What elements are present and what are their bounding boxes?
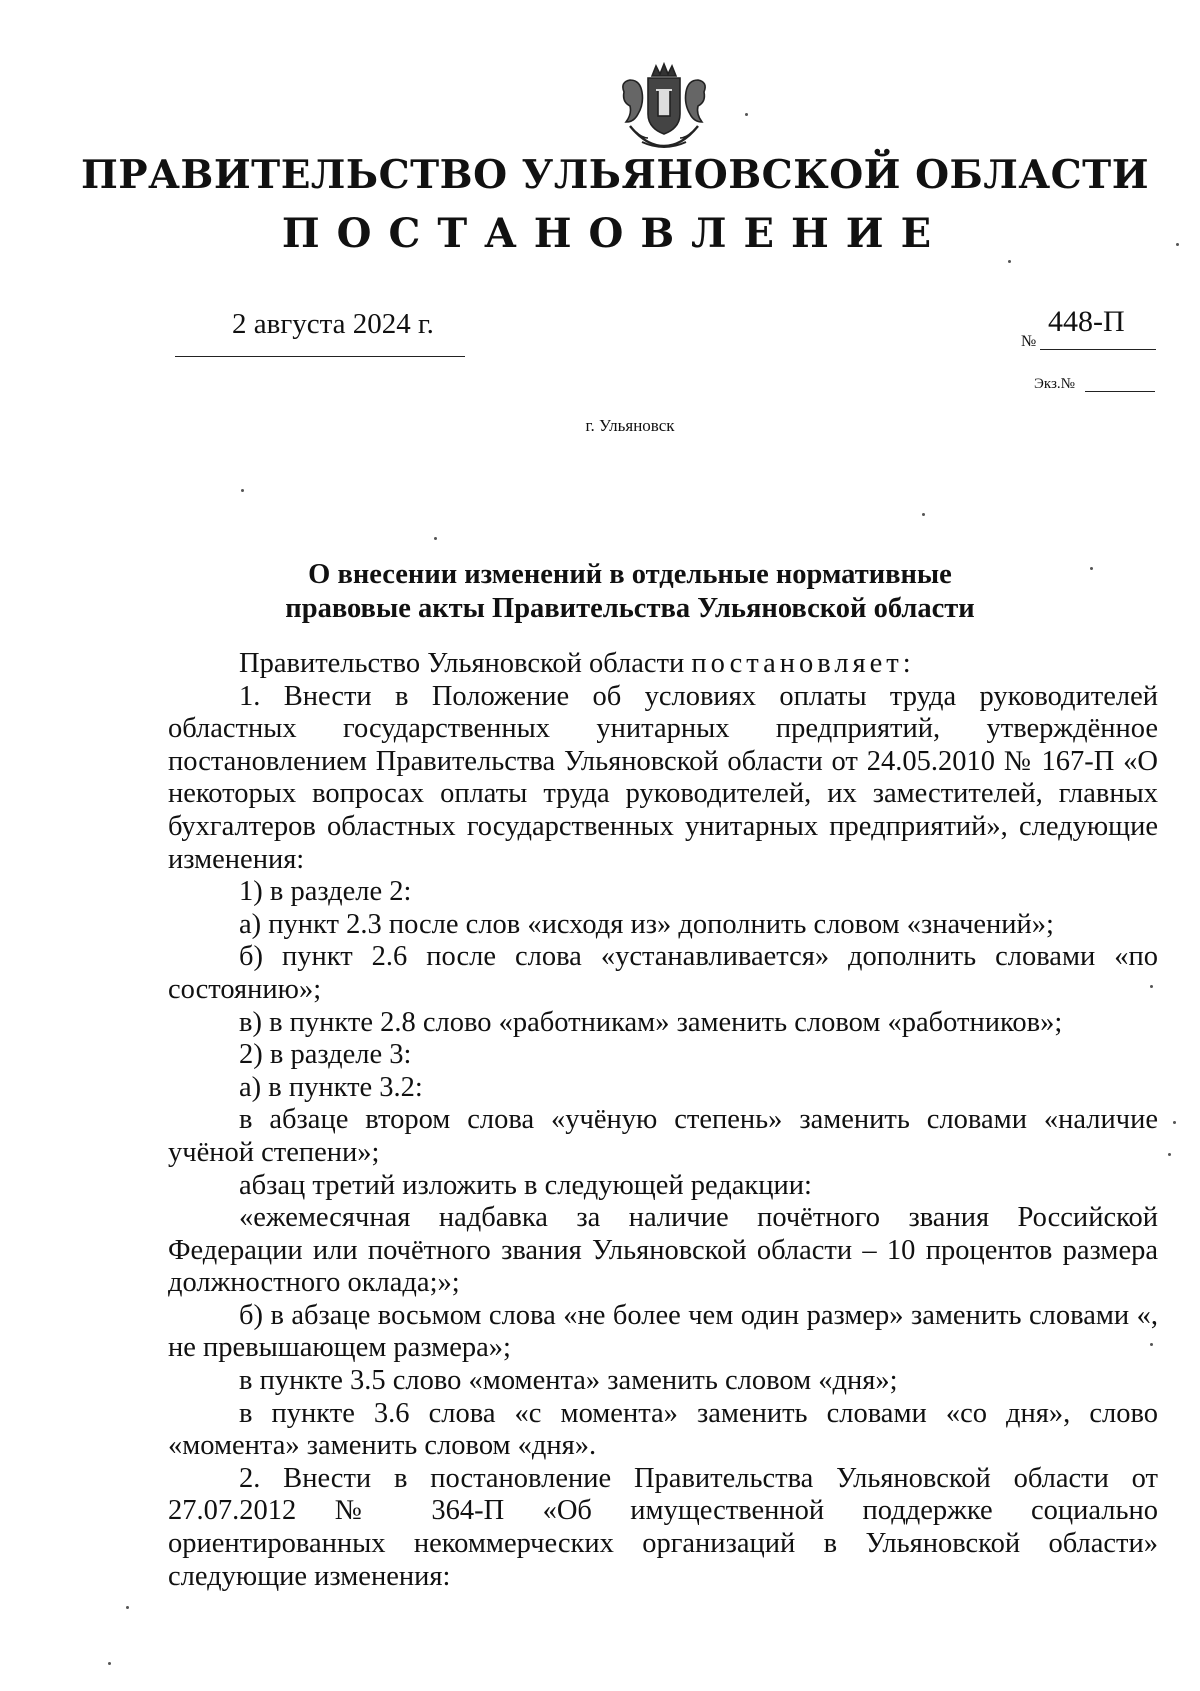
document-body (168, 648, 1158, 1593)
number-label: № (1021, 333, 1037, 350)
scan-speck (1008, 260, 1011, 263)
document-date: 2 августа 2024 г. (232, 308, 434, 340)
paragraph: 1. Внести в Положение об условиях оплаты труда руководителей областных государственных унитарных предприятий, утверждённое постановлением Правительства Ульяновской области от 24.05.2010 № 167-П «О некоторых вопросах оплаты труда руководителей, их заместителей, главных бухгалтеров областных государственных унитарных предприятий», следующие изменения: (168, 680, 1158, 875)
paragraph: б) в абзаце восьмом слова «не более чем один размер» заменить словами «, не превышающем размера»; (168, 1299, 1158, 1364)
paragraph: «ежемесячная надбавка за наличие почётного звания Российской Федерации или почётного звания Ульяновской области – 10 процентов размера должностного оклада;»; (168, 1202, 1158, 1299)
heading-line-2: правовые акты Правительства Ульяновской области (285, 593, 975, 624)
scan-speck (745, 113, 748, 116)
paragraph: в абзаце втором слова «учёную степень» заменить словами «наличие учёной степени»; (168, 1104, 1158, 1168)
document-type: ПОСТАНОВЛЕНИЕ (281, 210, 949, 257)
intro-paragraph (168, 648, 1158, 681)
paragraph: б) пункт 2.6 после слова «устанавливается» дополнить словами «по состоянию»; (168, 941, 1158, 1005)
government-title: ПРАВИТЕЛЬСТВО УЛЬЯНОВСКОЙ ОБЛАСТИ (80, 152, 1150, 198)
scan-speck (241, 489, 244, 492)
paragraph: в пункте 3.6 слова «с момента» заменить словами «со дня», слово «момента» заменить словом «дня». (168, 1397, 1158, 1462)
heading-line-1: О внесении изменений в отдельные нормативные (308, 559, 952, 590)
copy-number-underline (1085, 391, 1155, 392)
paragraph: абзац третий изложить в следующей редакции: (239, 1169, 812, 1201)
scan-speck (1150, 1343, 1153, 1346)
paragraph: 2. Внести в постановление Правительства Ульяновской области от 27.07.2012 № 364-П «Об имущественной поддержке социально ориентированных некоммерческих организаций в Ульяновской области» следующие изменения: (168, 1462, 1158, 1592)
document-heading (0, 558, 1200, 626)
copy-number-label: Экз.№ (1034, 376, 1075, 392)
city: г. Ульяновск (585, 416, 675, 435)
intro-verb: постановляет: (691, 648, 915, 679)
paragraph: 1) в разделе 2: (239, 876, 412, 908)
scan-speck (922, 513, 925, 516)
intro-subject: Правительство Ульяновской области (239, 648, 692, 679)
paragraph: а) в пункте 3.2: (239, 1071, 423, 1103)
number-underline (1040, 349, 1156, 350)
scan-speck (1173, 1121, 1176, 1124)
coat-of-arms-icon (612, 62, 716, 152)
paragraph: в) в пункте 2.8 слово «работникам» заменить словом «работников»; (239, 1006, 1063, 1038)
scan-speck (1168, 1153, 1171, 1156)
document-number: 448-П (1048, 305, 1125, 338)
paragraph: 2) в разделе 3: (239, 1039, 412, 1071)
scan-speck (1090, 567, 1093, 570)
scan-speck (1176, 243, 1179, 246)
paragraph: а) пункт 2.3 после слов «исходя из» дополнить словом «значений»; (239, 908, 1054, 940)
paragraph: в пункте 3.5 слово «момента» заменить словом «дня»; (239, 1365, 898, 1397)
scan-speck (1150, 985, 1153, 988)
scan-speck (126, 1606, 129, 1609)
scan-speck (108, 1662, 111, 1665)
scan-speck (434, 537, 437, 540)
date-underline (175, 356, 465, 357)
